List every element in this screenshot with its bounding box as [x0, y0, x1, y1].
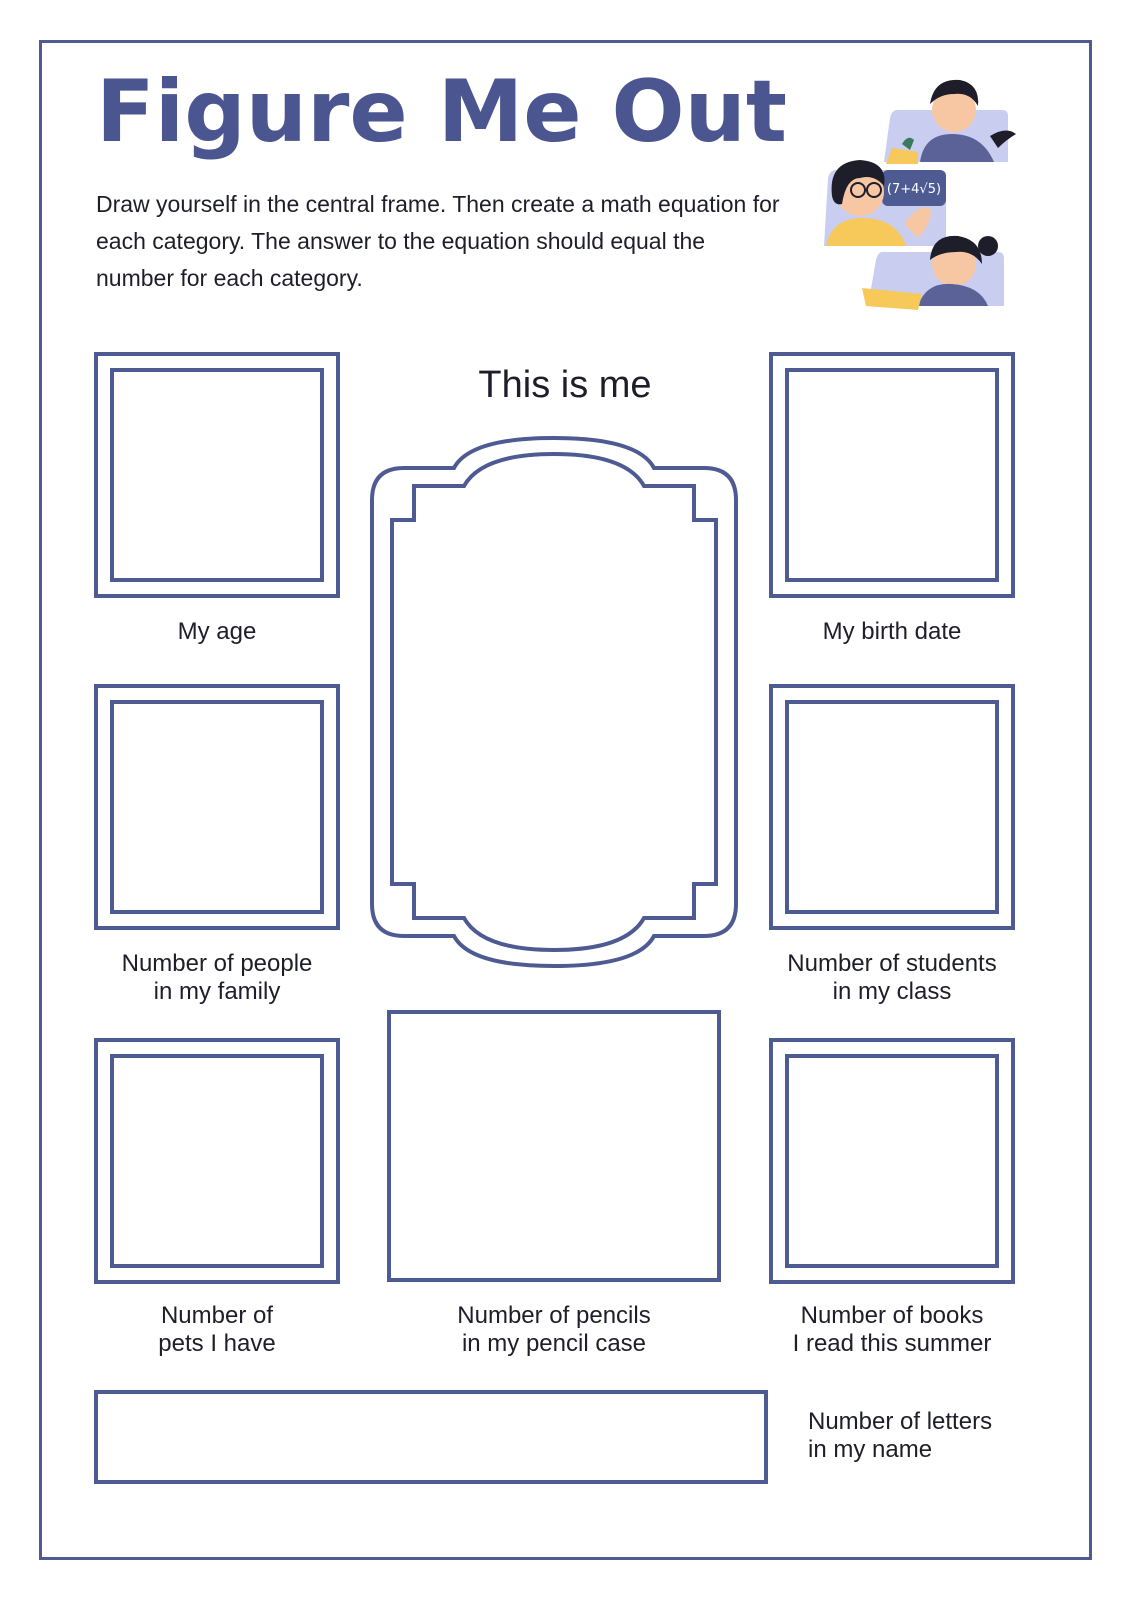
- page-title: Figure Me Out: [96, 62, 787, 162]
- age-label: My age: [177, 618, 257, 645]
- students-label: Number of students in my class: [787, 950, 997, 1005]
- birth-date-label: My birth date: [822, 618, 962, 645]
- pencils-box[interactable]: [387, 1010, 721, 1282]
- pencils-label: Number of pencils in my pencil case: [457, 1302, 651, 1357]
- pets-label: Number of pets I have: [158, 1302, 276, 1357]
- books-label: Number of books I read this summer: [792, 1302, 992, 1357]
- birth-date-frame[interactable]: [769, 352, 1015, 598]
- books-frame[interactable]: [769, 1038, 1015, 1284]
- portrait-frame[interactable]: [368, 434, 740, 970]
- age-frame[interactable]: [94, 352, 340, 598]
- board-text: (7+4√5): [886, 182, 942, 197]
- family-label: Number of people in my family: [121, 950, 313, 1005]
- letters-box[interactable]: [94, 1390, 768, 1484]
- family-frame[interactable]: [94, 684, 340, 930]
- pets-frame[interactable]: [94, 1038, 340, 1284]
- students-frame[interactable]: [769, 684, 1015, 930]
- letters-label: Number of letters in my name: [808, 1408, 993, 1463]
- instructions-text: Draw yourself in the central frame. Then create a math equation for each category. The answer to the equation should equal the number for each category.: [96, 191, 780, 291]
- students-learning-icon: [822, 74, 1042, 314]
- center-frame-title: This is me: [478, 364, 652, 406]
